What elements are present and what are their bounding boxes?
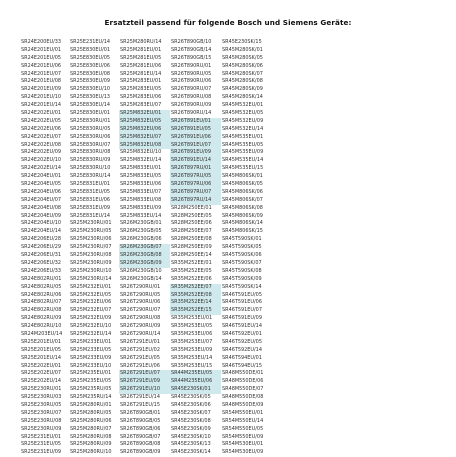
- model-number: SR25M230RU/05: [70, 228, 112, 235]
- model-number: SR25M832EU/10: [120, 149, 162, 156]
- model-number: SR26T890GB/14: [171, 46, 212, 53]
- model-number: SR25M280RU/06: [70, 417, 112, 424]
- model-number: SR26M230GB/01: [120, 220, 162, 227]
- model-number: SR26M230GB/08: [119, 252, 170, 260]
- model-number: SR46T591EU/05: [222, 291, 262, 298]
- model-number: SR24E201EU/14: [21, 102, 62, 109]
- model-number: SR25M233EU/09: [70, 354, 112, 361]
- model-number: SR45M535EU/05: [222, 141, 264, 148]
- model-number: SR25M232EU/05: [70, 291, 112, 298]
- model-number: SR24E202EU/07: [21, 133, 62, 140]
- model-number: SR45M806SK/15: [222, 228, 263, 235]
- model-number: SR25M283EU/07: [120, 102, 162, 109]
- model-number: SR25E831EU/09: [70, 204, 111, 211]
- model-number: SR26T890GB/15: [171, 54, 212, 61]
- model-number: SR26T891EU/07: [170, 142, 221, 150]
- model-number: SR45T590SK/08: [222, 267, 262, 274]
- model-number: SR25E830EU/01: [70, 110, 111, 117]
- model-number: SR28M250EE/01: [171, 204, 212, 211]
- model-number: SR24E202EU/01: [21, 110, 62, 117]
- model-number: SR25E830EU/06: [70, 62, 111, 69]
- model-number: SR35M253EU/06: [171, 330, 213, 337]
- model-number: SR35M252EE/06: [171, 275, 212, 282]
- model-number: SR45M806SK/09: [222, 212, 263, 219]
- model-number: SR25E230RU/03: [21, 394, 62, 401]
- model-number: SR26M230GB/10: [120, 267, 162, 274]
- model-number: SR25M833EU/05: [120, 173, 162, 180]
- model-number: SR24E201EU/06: [21, 62, 62, 69]
- model-number: SR25E830EU/13: [70, 94, 111, 101]
- model-number: SR24E802RU/10: [21, 323, 62, 330]
- model-number: SR26T291EU/01: [120, 338, 160, 345]
- model-number: SR24E206EU/32: [21, 259, 62, 266]
- model-number: SR26T897RU/01: [170, 165, 221, 173]
- model-number: SR25M281EU/01: [120, 46, 162, 53]
- model-number: SR46T594EU/01: [222, 354, 262, 361]
- model-number: SR24E802RU/08: [21, 307, 62, 314]
- model-number: SR45E230SK/10: [171, 433, 211, 440]
- model-number: SR25E830EU/05: [70, 54, 111, 61]
- model-number: SR26T890RU/06: [171, 78, 212, 85]
- model-number: SR25E230RU/08: [21, 417, 62, 424]
- model-number: SR48M550DE/09: [222, 401, 264, 408]
- model-number: SR26M230GB/14: [120, 275, 162, 282]
- model-number: SR24E206EU/33: [21, 267, 62, 274]
- model-number: SR28M250EE/09: [171, 244, 212, 251]
- model-number: SR26T290RU/07: [120, 307, 161, 314]
- model-number: SR25E201EU/05: [21, 346, 62, 353]
- model-number: SR25M280RU/10: [70, 449, 112, 456]
- model-number: SR24E206EU/31: [21, 252, 62, 259]
- model-number: SR45E230SK/08: [171, 417, 211, 424]
- model-number: SR45M806SK/08: [222, 204, 263, 211]
- model-number: SR24E204EU/06: [21, 188, 62, 195]
- model-number: SR25E830RU/01: [70, 117, 111, 124]
- model-number: SR45E230SK/14: [171, 449, 211, 456]
- model-number: SR26T890RU/08: [171, 94, 212, 101]
- model-number: SR25E230RU/07: [21, 409, 62, 416]
- model-number: SR25M232EU/07: [70, 307, 112, 314]
- model-number: SR26T897RU/07: [170, 189, 221, 197]
- model-list-column-1: [20, 39, 69, 457]
- model-number: SR25E830RU/07: [70, 141, 111, 148]
- model-number: SR26T890RU/01: [171, 62, 212, 69]
- model-number: SR46T591EU/06: [222, 299, 262, 306]
- model-number: SR45T590SK/07: [222, 259, 262, 266]
- model-number: SR25M833EU/07: [120, 188, 162, 195]
- model-number: SR45M280SK/09: [222, 86, 263, 93]
- model-number: SR35M252EE/15: [170, 307, 221, 315]
- model-number: SR26T291EU/10: [119, 386, 170, 394]
- model-number: SR24E802RU/01: [21, 275, 62, 282]
- model-number: SR25M232EU/10: [70, 323, 112, 330]
- model-number: SR35M253EU/15: [171, 362, 213, 369]
- model-number: SR24E202EU/05: [21, 117, 62, 124]
- model-number: SR26T290RU/09: [120, 323, 161, 330]
- model-number: SR24E204EU/08: [21, 204, 62, 211]
- model-number: SR24E202EU/09: [21, 149, 62, 156]
- model-number: SR25M232EU/01: [70, 283, 112, 290]
- model-number: SR25E230RU/01: [21, 386, 62, 393]
- model-number: SR24E201EU/08: [21, 78, 62, 85]
- model-number: SR25M235EU/05: [70, 378, 112, 385]
- model-number: SR24E202EU/14: [21, 165, 62, 172]
- model-number: SR25E830EU/09: [70, 78, 111, 85]
- model-number: SR25E830RU/05: [70, 125, 111, 132]
- model-number: SR46T594EU/15: [222, 362, 262, 369]
- model-number: SR25E831EU/05: [70, 188, 111, 195]
- model-number: SR25M283EU/01: [120, 78, 162, 85]
- model-number: SR26T890GB/08: [120, 441, 161, 448]
- model-number: SR25E830RU/08: [70, 149, 111, 156]
- model-number: SR24E206EU/29: [21, 244, 62, 251]
- model-number: SR24E802RU/09: [21, 315, 62, 322]
- model-number: SR25E202EU/14: [21, 378, 62, 385]
- model-number: SR25M230RU/01: [70, 220, 112, 227]
- model-number: SR25M832EU/01: [119, 110, 170, 118]
- model-number: SR45T590SK/14: [222, 283, 262, 290]
- model-number: SR46T591EU/07: [222, 307, 262, 314]
- model-number: SR54M530EU/01: [222, 441, 264, 448]
- model-number: SR25M232EU/14: [70, 330, 112, 337]
- model-number: SR24E204EU/14: [21, 228, 62, 235]
- model-number: SR28M250EE/06: [171, 220, 212, 227]
- model-number: SR46T591EU/09: [222, 315, 262, 322]
- model-number: SR26T897RU/06: [170, 181, 221, 189]
- model-number: SR45M535EU/15: [222, 165, 264, 172]
- model-number: SR24E202EU/06: [21, 125, 62, 132]
- model-number: SR45M806SK/07: [222, 196, 263, 203]
- model-number: SR25M280RU/01: [70, 401, 112, 408]
- model-number: SR28M250EE/14: [171, 252, 212, 259]
- model-number: SR45E230SK/05: [171, 394, 211, 401]
- model-number: SR26T890GB/06: [120, 425, 161, 432]
- model-number: SR25M281EU/14: [120, 70, 162, 77]
- model-number: SR45T590SK/01: [222, 236, 262, 243]
- model-number: SR25E830EU/01: [70, 46, 111, 53]
- model-number: SR54M550EU/14: [222, 417, 264, 424]
- model-number: SR25E202EU/01: [21, 362, 62, 369]
- model-number: SR35M252EE/14: [170, 299, 221, 307]
- model-number: SR46T592EU/05: [222, 338, 262, 345]
- model-number: SR28M250EE/05: [171, 212, 212, 219]
- model-number: SR45E230SK/13: [171, 441, 211, 448]
- model-number: SR25M833EU/08: [120, 196, 162, 203]
- model-number: SR45M535EU/14: [222, 157, 264, 164]
- model-number: SR25M832EU/07: [119, 134, 170, 142]
- model-number: SR26T291EU/05: [120, 354, 160, 361]
- model-number: SR35M253EU/01: [171, 315, 213, 322]
- model-number: SR24E802RU/05: [21, 283, 62, 290]
- model-number: SR25M232EU/06: [70, 299, 112, 306]
- model-number: SR45M532EU/14: [222, 125, 264, 132]
- model-number: SR25M235RU/05: [70, 386, 112, 393]
- model-number: SR35M253EU/07: [171, 338, 213, 345]
- model-number: SR45M280SK/05: [222, 54, 263, 61]
- model-number: SR25E201EU/01: [21, 338, 62, 345]
- model-number: SR26T290RU/05: [120, 291, 161, 298]
- model-number: SR26T891EU/06: [170, 134, 221, 142]
- model-number: SR25M283EU/05: [120, 86, 162, 93]
- model-number: SR25E830RU/06: [70, 133, 111, 140]
- model-number: SR26T290RU/08: [120, 315, 161, 322]
- page-title: Ersatzteil passend für folgende Bosch und Siemens Geräte:: [104, 18, 352, 27]
- model-number: SR24E200EU/33: [21, 39, 62, 45]
- model-number: SR35M253EU/14: [171, 354, 213, 361]
- model-number: SR45M806SK/14: [222, 220, 263, 227]
- model-number: SR44M235EU/05: [170, 370, 221, 378]
- model-number: SR45E230SK/07: [171, 409, 211, 416]
- model-number: SR35M252EE/07: [170, 284, 221, 292]
- model-number: SR35M252EE/08: [170, 292, 221, 300]
- model-number: SR26T890RU/09: [171, 102, 212, 109]
- model-number: SR25E830RU/10: [70, 165, 111, 172]
- model-number: SR25E231EU/01: [21, 433, 62, 440]
- model-number: SR45M280SK/07: [222, 70, 263, 77]
- model-number: SR35M253EU/05: [171, 323, 213, 330]
- model-number: SR26T891EU/01: [170, 118, 221, 126]
- model-number: SR26T291EU/02: [120, 346, 160, 353]
- model-number: SR26T897RU/05: [170, 173, 221, 181]
- model-number: SR45E230SK/01: [170, 386, 221, 394]
- model-number: SR25M832EU/05: [119, 118, 170, 126]
- model-number: SR25M230RU/14: [70, 275, 112, 282]
- model-number: SR25E231EU/05: [21, 441, 62, 448]
- model-number: SR25M233EU/10: [70, 362, 112, 369]
- model-list-column-3: [119, 39, 170, 457]
- model-number: SR25E830EU/10: [70, 86, 111, 93]
- model-number: SR45M535EU/09: [222, 149, 264, 156]
- model-number: SR46T591EU/14: [222, 323, 262, 330]
- model-number: SR24E202EU/08: [21, 141, 62, 148]
- model-number: SR45M280SK/01: [222, 46, 263, 53]
- model-number: SR45M806SK/06: [222, 188, 263, 195]
- model-number: SR35M253EU/09: [171, 346, 213, 353]
- model-number: SR26T891EU/14: [170, 157, 221, 165]
- model-number: SR25M230RU/07: [70, 244, 112, 251]
- model-list-grid: [20, 39, 440, 457]
- model-list-column-4: [170, 39, 221, 457]
- model-number: SR25M832EU/06: [119, 126, 170, 134]
- model-number: SR25M280RU/07: [70, 425, 112, 432]
- model-number: SR25M280RU/05: [70, 409, 112, 416]
- model-number: SR24E204EU/09: [21, 212, 62, 219]
- model-number: SR25M232EU/09: [70, 315, 112, 322]
- model-list-column-5: [221, 39, 273, 457]
- model-number: SR45E230SK/09: [171, 425, 211, 432]
- model-number: SR25E202EU/07: [21, 370, 62, 377]
- model-number: SR45M280SK/06: [222, 62, 263, 69]
- model-number: SR25M833EU/01: [120, 165, 162, 172]
- model-number: SR54M550EU/09: [222, 433, 264, 440]
- model-number: SR28M250EE/07: [171, 228, 212, 235]
- model-number: SR25M230RU/10: [70, 267, 112, 274]
- model-number: SR45M532EU/05: [222, 110, 264, 117]
- model-number: SR26T291EU/14: [120, 394, 160, 401]
- model-number: SR26T897RU/14: [170, 197, 221, 205]
- model-number: SR25M833EU/09: [120, 204, 162, 211]
- model-number: SR24E802RU/06: [21, 291, 62, 298]
- model-number: SR45M280SK/14: [222, 94, 263, 101]
- model-number: SR25M832EU/14: [120, 157, 162, 164]
- model-number: SR25M233EU/01: [70, 338, 112, 345]
- model-number: SR46T592EU/01: [222, 330, 262, 337]
- model-number: SR26T891EU/05: [170, 126, 221, 134]
- model-number: SR25M230RU/09: [70, 259, 112, 266]
- model-list-column-2: [69, 39, 119, 457]
- model-number: SR25M281EU/05: [120, 54, 162, 61]
- model-number: SR26T290RU/14: [120, 330, 161, 337]
- model-number: SR25M235RU/14: [70, 394, 112, 401]
- model-number: SR24E206EU/28: [21, 236, 62, 243]
- model-number: SR26T890RU/14: [171, 110, 212, 117]
- model-number: SR26T890GB/09: [120, 449, 161, 456]
- model-number: SR25E831EU/06: [70, 196, 111, 203]
- model-number: SR45M806SK/05: [222, 181, 263, 188]
- model-number: SR54M530EU/09: [222, 449, 264, 456]
- model-number: SR26T291EU/06: [120, 362, 160, 369]
- model-number: SR25E230RU/05: [21, 401, 62, 408]
- model-number: SR45M535EU/01: [222, 133, 264, 140]
- model-number: SR25M832EU/08: [119, 142, 170, 150]
- model-number: SR28M250EE/08: [171, 236, 212, 243]
- model-number: SR24E201EU/10: [21, 94, 62, 101]
- model-number: SR25E830RU/09: [70, 157, 111, 164]
- model-number: SR25M281EU/06: [120, 62, 162, 69]
- model-number: SR48M550DE/08: [222, 394, 264, 401]
- model-number: SR25M230RU/08: [70, 252, 112, 259]
- model-number: SR24E202EU/10: [21, 157, 62, 164]
- model-number: SR48M550DE/07: [222, 386, 264, 393]
- model-number: SR24E204EU/07: [21, 196, 62, 203]
- model-number: SR35M252EE/05: [171, 267, 212, 274]
- model-number: SR26T291EU/07: [119, 370, 170, 378]
- model-number: SR24E201EU/07: [21, 70, 62, 77]
- model-number: SR24E201EU/09: [21, 86, 62, 93]
- model-number: SR25M280RU/08: [70, 433, 112, 440]
- model-number: SR25E231EU/14: [70, 39, 111, 45]
- model-number: SR26M230GB/09: [119, 260, 170, 268]
- model-number: SR46T592EU/14: [222, 346, 262, 353]
- model-number: SR25M235EU/01: [70, 370, 112, 377]
- model-number: SR25E201EU/14: [21, 354, 62, 361]
- model-number: SR25M833EU/14: [120, 212, 162, 219]
- model-number: SR45T590SK/09: [222, 275, 262, 282]
- model-number: SR54M550EU/05: [222, 425, 264, 432]
- model-number: SR26T890GB/05: [120, 417, 161, 424]
- model-number: SR26T890GB/01: [120, 409, 161, 416]
- model-number: SR26M230GB/05: [120, 228, 162, 235]
- model-number: SR44M235EU/06: [170, 378, 221, 386]
- model-number: SR26T290RU/06: [120, 299, 161, 306]
- model-number: SR26T890RU/05: [171, 70, 212, 77]
- model-number: SR45T590SK/06: [222, 252, 262, 259]
- model-number: SR24E201EU/05: [21, 54, 62, 61]
- model-number: SR45E230SK/15: [222, 39, 262, 45]
- model-number: SR45M806SK/01: [222, 173, 263, 180]
- model-number: SR25M280RU/14: [120, 39, 162, 45]
- model-number: SR24E204EU/05: [21, 181, 62, 188]
- model-number: SR25M230RU/06: [70, 236, 112, 243]
- model-number: SR25E830EU/08: [70, 70, 111, 77]
- model-number: SR25M280RU/09: [70, 441, 112, 448]
- model-number: SR35M252EE/01: [171, 259, 212, 266]
- model-number: SR48M550DE/01: [222, 370, 264, 377]
- model-number: SR24E201EU/01: [21, 46, 62, 53]
- model-number: SR48M550DE/06: [222, 378, 264, 385]
- model-number: SR45T590SK/05: [222, 244, 262, 251]
- model-number: SR24E802RU/07: [21, 299, 62, 306]
- model-number: SR25E231EU/09: [21, 449, 62, 456]
- model-number: SR25E830RU/14: [70, 173, 111, 180]
- model-number: SR25E230RU/09: [21, 425, 62, 432]
- model-number: SR45E230SK/06: [171, 401, 211, 408]
- model-number: SR24E204EU/01: [21, 173, 62, 180]
- model-number: SR26T891EU/09: [170, 149, 221, 157]
- model-number: SR26T890GB/10: [171, 39, 212, 45]
- model-number: SR45M280SK/08: [222, 78, 263, 85]
- model-number: SR24E204EU/10: [21, 220, 62, 227]
- model-number: SR24M203EU/14: [21, 330, 63, 337]
- model-number: SR25M283EU/06: [120, 94, 162, 101]
- model-number: SR25E831EU/01: [70, 181, 111, 188]
- model-number: SR45M532EU/01: [222, 102, 264, 109]
- model-number: SR45M532EU/09: [222, 117, 264, 124]
- model-number: SR26T291EU/15: [120, 401, 160, 408]
- model-number: SR26T890RU/07: [171, 86, 212, 93]
- model-number: SR26T290RU/01: [120, 283, 161, 290]
- model-number: SR25M833EU/06: [120, 181, 162, 188]
- model-number: SR26T291EU/09: [119, 378, 170, 386]
- model-number: SR25E831EU/14: [70, 212, 111, 219]
- model-number: SR54M550EU/01: [222, 409, 264, 416]
- model-number: SR26T890GB/07: [120, 433, 161, 440]
- model-number: SR26M230GB/07: [119, 244, 170, 252]
- model-number: SR26M230GB/06: [120, 236, 162, 243]
- model-number: SR25E830EU/14: [70, 102, 111, 109]
- model-number: SR25M233EU/05: [70, 346, 112, 353]
